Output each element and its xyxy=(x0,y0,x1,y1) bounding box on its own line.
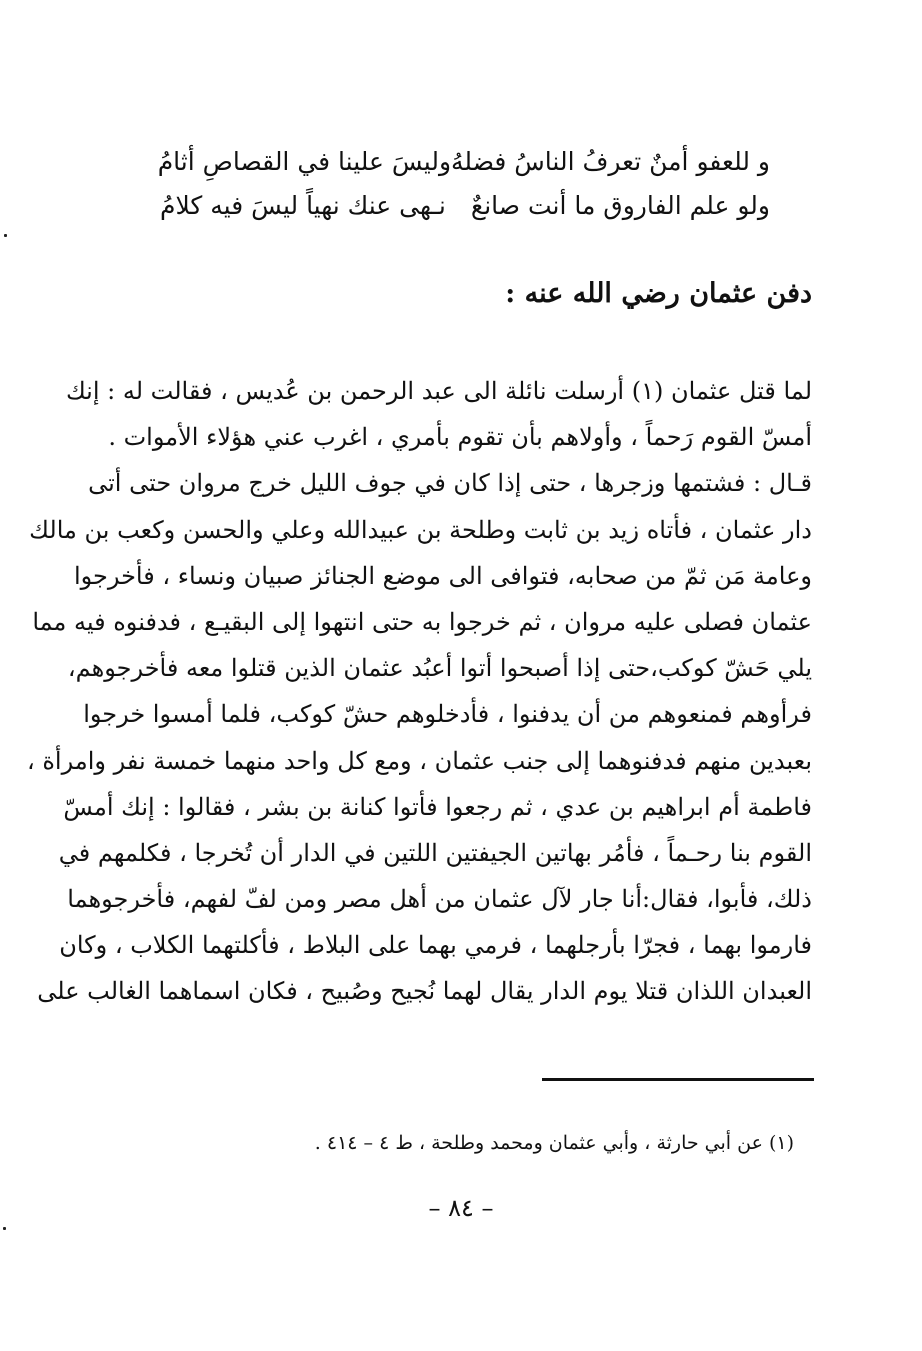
page-number: – ٨٤ – xyxy=(428,1194,494,1222)
text-line: لما قتل عثمان (١) أرسلت نائلة الى عبد الرحمن بن عُديس ، فقالت له : إنك xyxy=(65,377,812,405)
text-line: ذلك، فأبوا، فقال:أنا جار لآل عثمان من أهل مصر ومن لفّ لفهم، فأخرجوهما xyxy=(67,885,812,914)
verse-first-hemistich: ولو علم الفاروق ما أنت صانعٌ xyxy=(470,191,770,220)
text-line: قـال : فشتمها وزجرها ، حتى إذا كان في جوف الليل خرج مروان حتى أتى xyxy=(88,469,812,498)
text-line: العبدان اللذان قتلا يوم الدار يقال لهما نُجيح وصُبيح ، فكان اسماهما الغالب على xyxy=(37,977,812,1006)
body-paragraph xyxy=(26,368,812,1015)
verse-first-hemistich: و للعفو أمنٌ تعرفُ الناسُ فضلهُ xyxy=(451,147,770,176)
poem-verse xyxy=(157,140,800,184)
footnote-separator xyxy=(542,1078,814,1081)
verse-second-hemistich: وليسَ علينا في القصاصِ أثامُ xyxy=(157,147,452,176)
text-line: القوم بنا رحـماً ، فأمُر بهاتين الجيفتين اللتين في الدار أن تُخرجا ، فكلمهم في xyxy=(58,838,812,867)
section-heading: دفن عثمان رضي الله عنه : xyxy=(505,278,812,309)
text-line: فرأوهم فمنعوهم من أن يدفنوا ، فأدخلوهم حشّ كوكب، فلما أمسوا خرجوا xyxy=(83,700,812,729)
poem-verse xyxy=(160,184,800,228)
poem-block xyxy=(157,140,800,228)
scan-mark xyxy=(4,234,7,237)
text-line: فارموا بهما ، فجرّا بأرجلهما ، فرمي بهما على البلاط ، فأكلتهما الكلاب ، وكان xyxy=(59,931,812,960)
text-line: أمسّ القوم رَحماً ، وأولاهم بأن تقوم بأمري ، اغرب عني هؤلاء الأموات . xyxy=(108,423,812,452)
text-line: عثمان فصلى عليه مروان ، ثم خرجوا به حتى انتهوا إلى البقيـع ، فدفنوه فيه مما xyxy=(32,607,812,636)
footnote: (١) عن أبي حارثة ، وأبي عثمان ومحمد وطلحة ، ط ٤ – ٤١٤ . xyxy=(314,1132,794,1154)
text-line: فاطمة أم ابراهيم بن عدي ، ثم رجعوا فأتوا كنانة بن بشر ، فقالوا : إنك أمسّ xyxy=(63,792,812,821)
text-line: وعامة مَن ثمّ من صحابه، فتوافى الى موضع الجنائز صبيان ونساء ، فأخرجوا xyxy=(73,561,812,590)
text-line: دار عثمان ، فأتاه زيد بن ثابت وطلحة بن عبيدالله وعلي والحسن وكعب بن مالك xyxy=(29,515,812,544)
text-line: يلي حَشّ كوكب،حتى إذا أصبحوا أتوا أعبُد عثمان الذين قتلوا معه فأخرجوهم، xyxy=(67,654,812,683)
text-line: بعبدين منهم فدفنوهما إلى جنب عثمان ، ومع كل واحد منهما خمسة نفر وامرأة ، xyxy=(26,746,812,775)
verse-second-hemistich: نـهى عنك نهياً ليسَ فيه كلامُ xyxy=(160,191,446,220)
scan-mark xyxy=(3,1227,6,1230)
